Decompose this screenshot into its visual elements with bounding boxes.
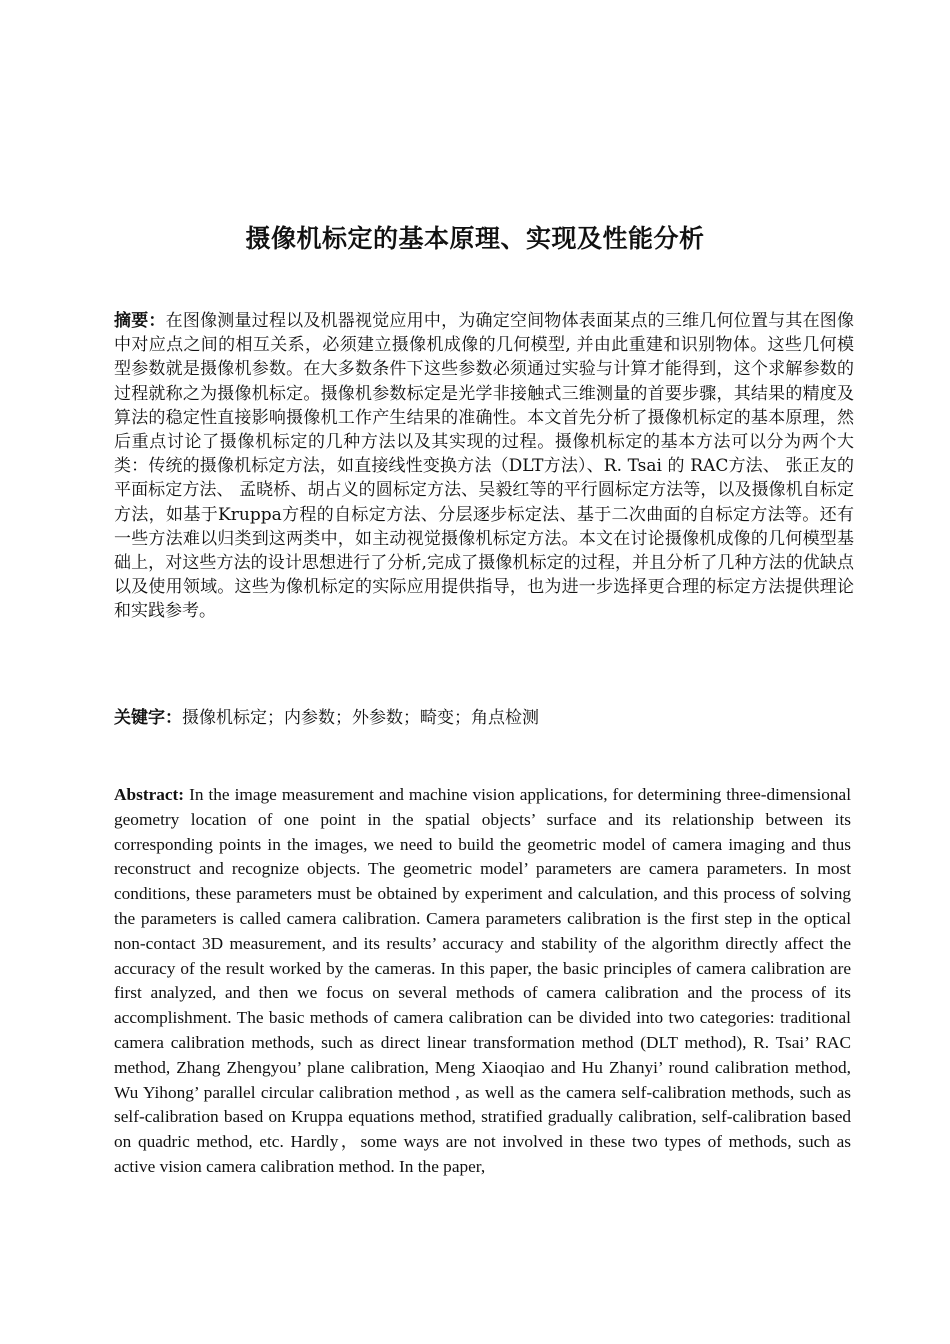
abstract-zh-text: 在图像测量过程以及机器视觉应用中，为确定空间物体表面某点的三维几何位置与其在图像中对应点之间的相互关系，必须建立摄像机成像的几何模型, 并由此重建和识别物体。这些几何模型参数就是摄像机参数。在大多数条件下这些参数必须通过实验与计算才能得到，这个求解参数的过程就称之为摄像机标定。摄像机参数标定是光学非接触式三维测量的首要步骤，其结果的精度及算法的稳定性直接影响摄像机工作产生结果的准确性。本文首先分析了摄像机标定的基本原理，然后重点讨论了摄像机标定的几种方法以及其实现的过程。摄像机标定的基本方法可以分为两个大类：传统的摄像机标定方法，如直接线性变换方法（DLT方法）、R. Tsai 的 RAC方法、 张正友的平面标定方法、 孟晓桥、胡占义的圆标定方法、吴毅红等的平行圆标定方法等，以及摄像机自标定方法，如基于Kruppa方程的自标定方法、分层逐步标定法、基于二次曲面的自标定方法等。还有一些方法难以归类到这两类中，如主动视觉摄像机标定方法。本文在讨论摄像机成像的几何模型基础上，对这些方法的设计思想进行了分析,完成了摄像机标定的过程，并且分析了几种方法的优缺点以及使用领域。这些为像机标定的实际应用提供指导，也为进一步选择更合理的标定方法提供理论和实践参考。 (114, 311, 855, 622)
abstract-en-label: Abstract: (114, 785, 185, 804)
keywords-zh-text: 摄像机标定；内参数；外参数；畸变；角点检测 (182, 708, 539, 728)
abstract-zh-label: 摘要： (114, 311, 166, 331)
keywords-zh-label: 关键字： (114, 708, 182, 728)
paper-title: 摄像机标定的基本原理、实现及性能分析 (245, 223, 705, 253)
abstract-en (114, 783, 851, 1180)
abstract-en-text: In the image measurement and machine vision applications, for determining three-dimensional geometry location of one point in the spatial objects’ surface and its relationship between its corresponding points in the images, we need to build the geometric model of camera imaging and thus reconstruct and recognize objects. The geometric model’ parameters are camera parameters. In most conditions, these parameters must be obtained by experiment and calculation, and this process of solving the parameters is called camera calibration. Camera parameters calibration is the first step in the optical non-contact 3D measurement, and its results’ accuracy and stability of the algorithm directly affect the accuracy of the result worked by the cameras. In this paper, the basic principles of camera calibration are first analyzed, and then we focus on several methods of camera calibration and the process of its accomplishment. The basic methods of camera calibration can be divided into two categories: traditional camera calibration methods, such as direct linear transformation method (DLT method), R. Tsai’ RAC method, Zhang Zhengyou’ plane calibration, Meng Xiaoqiao and Hu Zhanyi’ round calibration method, Wu Yihong’ parallel circular calibration method , as well as the camera self-calibration methods, such as self-calibration based on Kruppa equations method, stratified gradually calibration, self-calibration based on quadric method, etc. Hardly，some ways are not involved in these two types of methods, such as active vision camera calibration method. In the paper, (114, 785, 851, 1176)
abstract-zh (114, 309, 854, 624)
keywords-zh (114, 706, 854, 730)
